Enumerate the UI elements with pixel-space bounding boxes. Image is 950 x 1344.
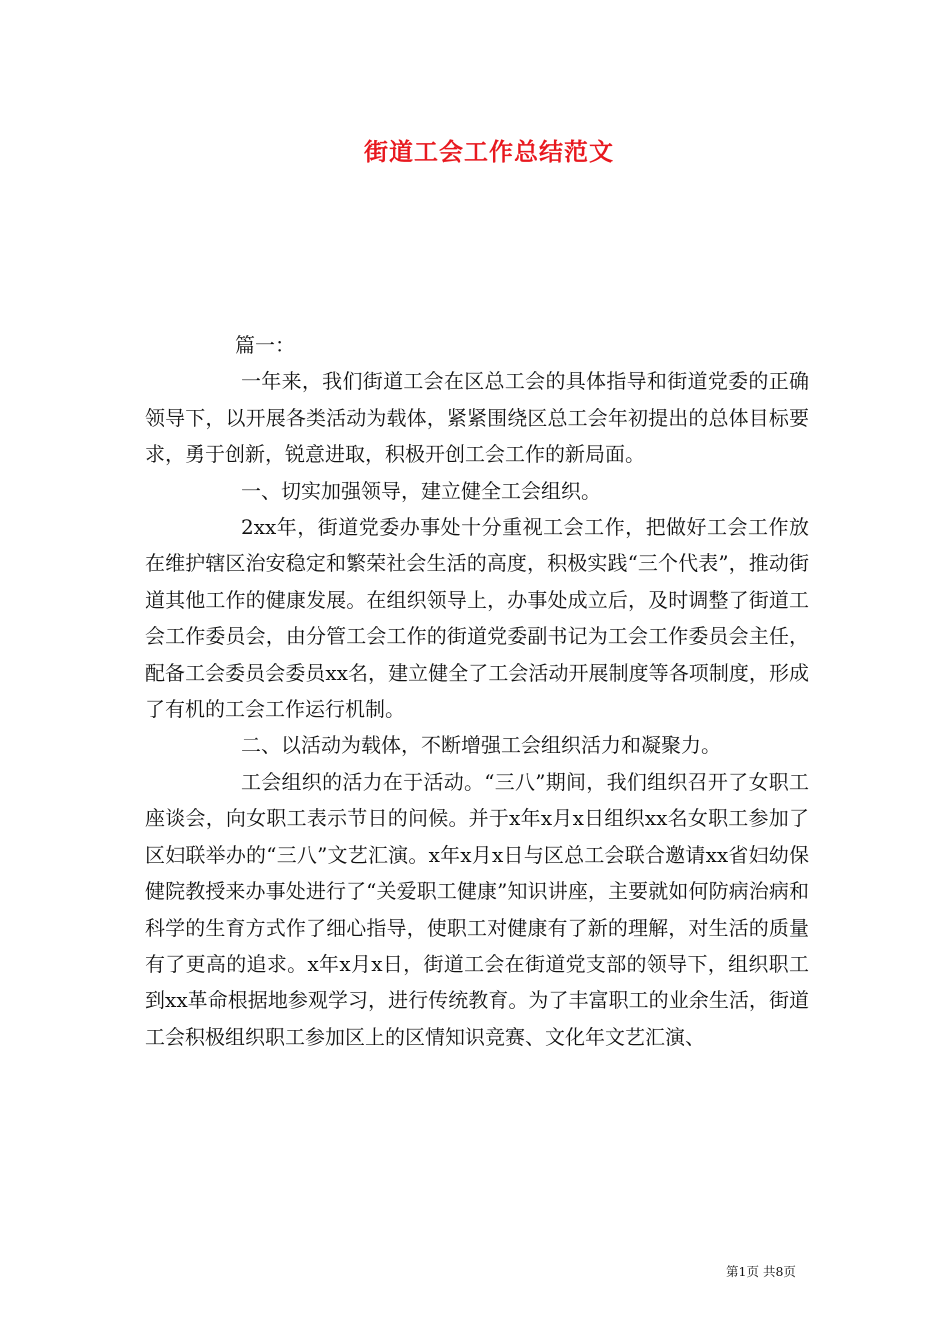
heading-one: 一、切实加强领导，建立健全工会组织。 [241,478,601,503]
document-title: 街道工会工作总结范文 [364,137,614,166]
paragraph-activities: 工会组织的活力在于活动。“三八”期间，我们组织召开了女职工座谈会，向女职工表示节日的问候。并于x年x月x日组织xx名女职工参加了区妇联举办的“三八”文艺汇演。x年x月x日与区总工会联合邀请xx省妇幼保健院教授来办事处进行了“关爱职工健康”知识讲座，主要就如何防病治病和科学的生育方式作了细心指导，使职工对健康有了新的理解，对生活的质量有了更高的追求。x年x月x日，街道工会在街道党支部的领导下，组织职工到xx革命根据地参观学习，进行传统教育。为了丰富职工的业余生活，街道工会积极组织职工参加区上的区情知识竞赛、文化年文艺汇演、 [145,769,809,1049]
paragraph-organization: 2xx年，街道党委办事处十分重视工会工作，把做好工会工作放在维护辖区治安稳定和繁荣社会生活的高度，积极实践“三个代表”，推动街道其他工作的健康发展。在组织领导上，办事处成立后，及时调整了街道工会工作委员会，由分管工会工作的街道党委副书记为工会工作委员会主任，配备工会委员会委员xx名，建立健全了工会活动开展制度等各项制度，形成了有机的工会工作运行机制。 [145,515,809,722]
heading-two: 二、以活动为载体，不断增强工会组织活力和凝聚力。 [241,733,721,758]
section-label: 篇一： [235,333,295,357]
paragraph-intro: 一年来，我们街道工会在区总工会的具体指导和街道党委的正确领导下，以开展各类活动为载体，紧紧围绕区总工会年初提出的总体目标要求，勇于创新，锐意进取，积极开创工会工作的新局面。 [145,369,809,467]
page-number: 第1页 共8页 [726,1264,796,1279]
document-body [145,327,809,1055]
